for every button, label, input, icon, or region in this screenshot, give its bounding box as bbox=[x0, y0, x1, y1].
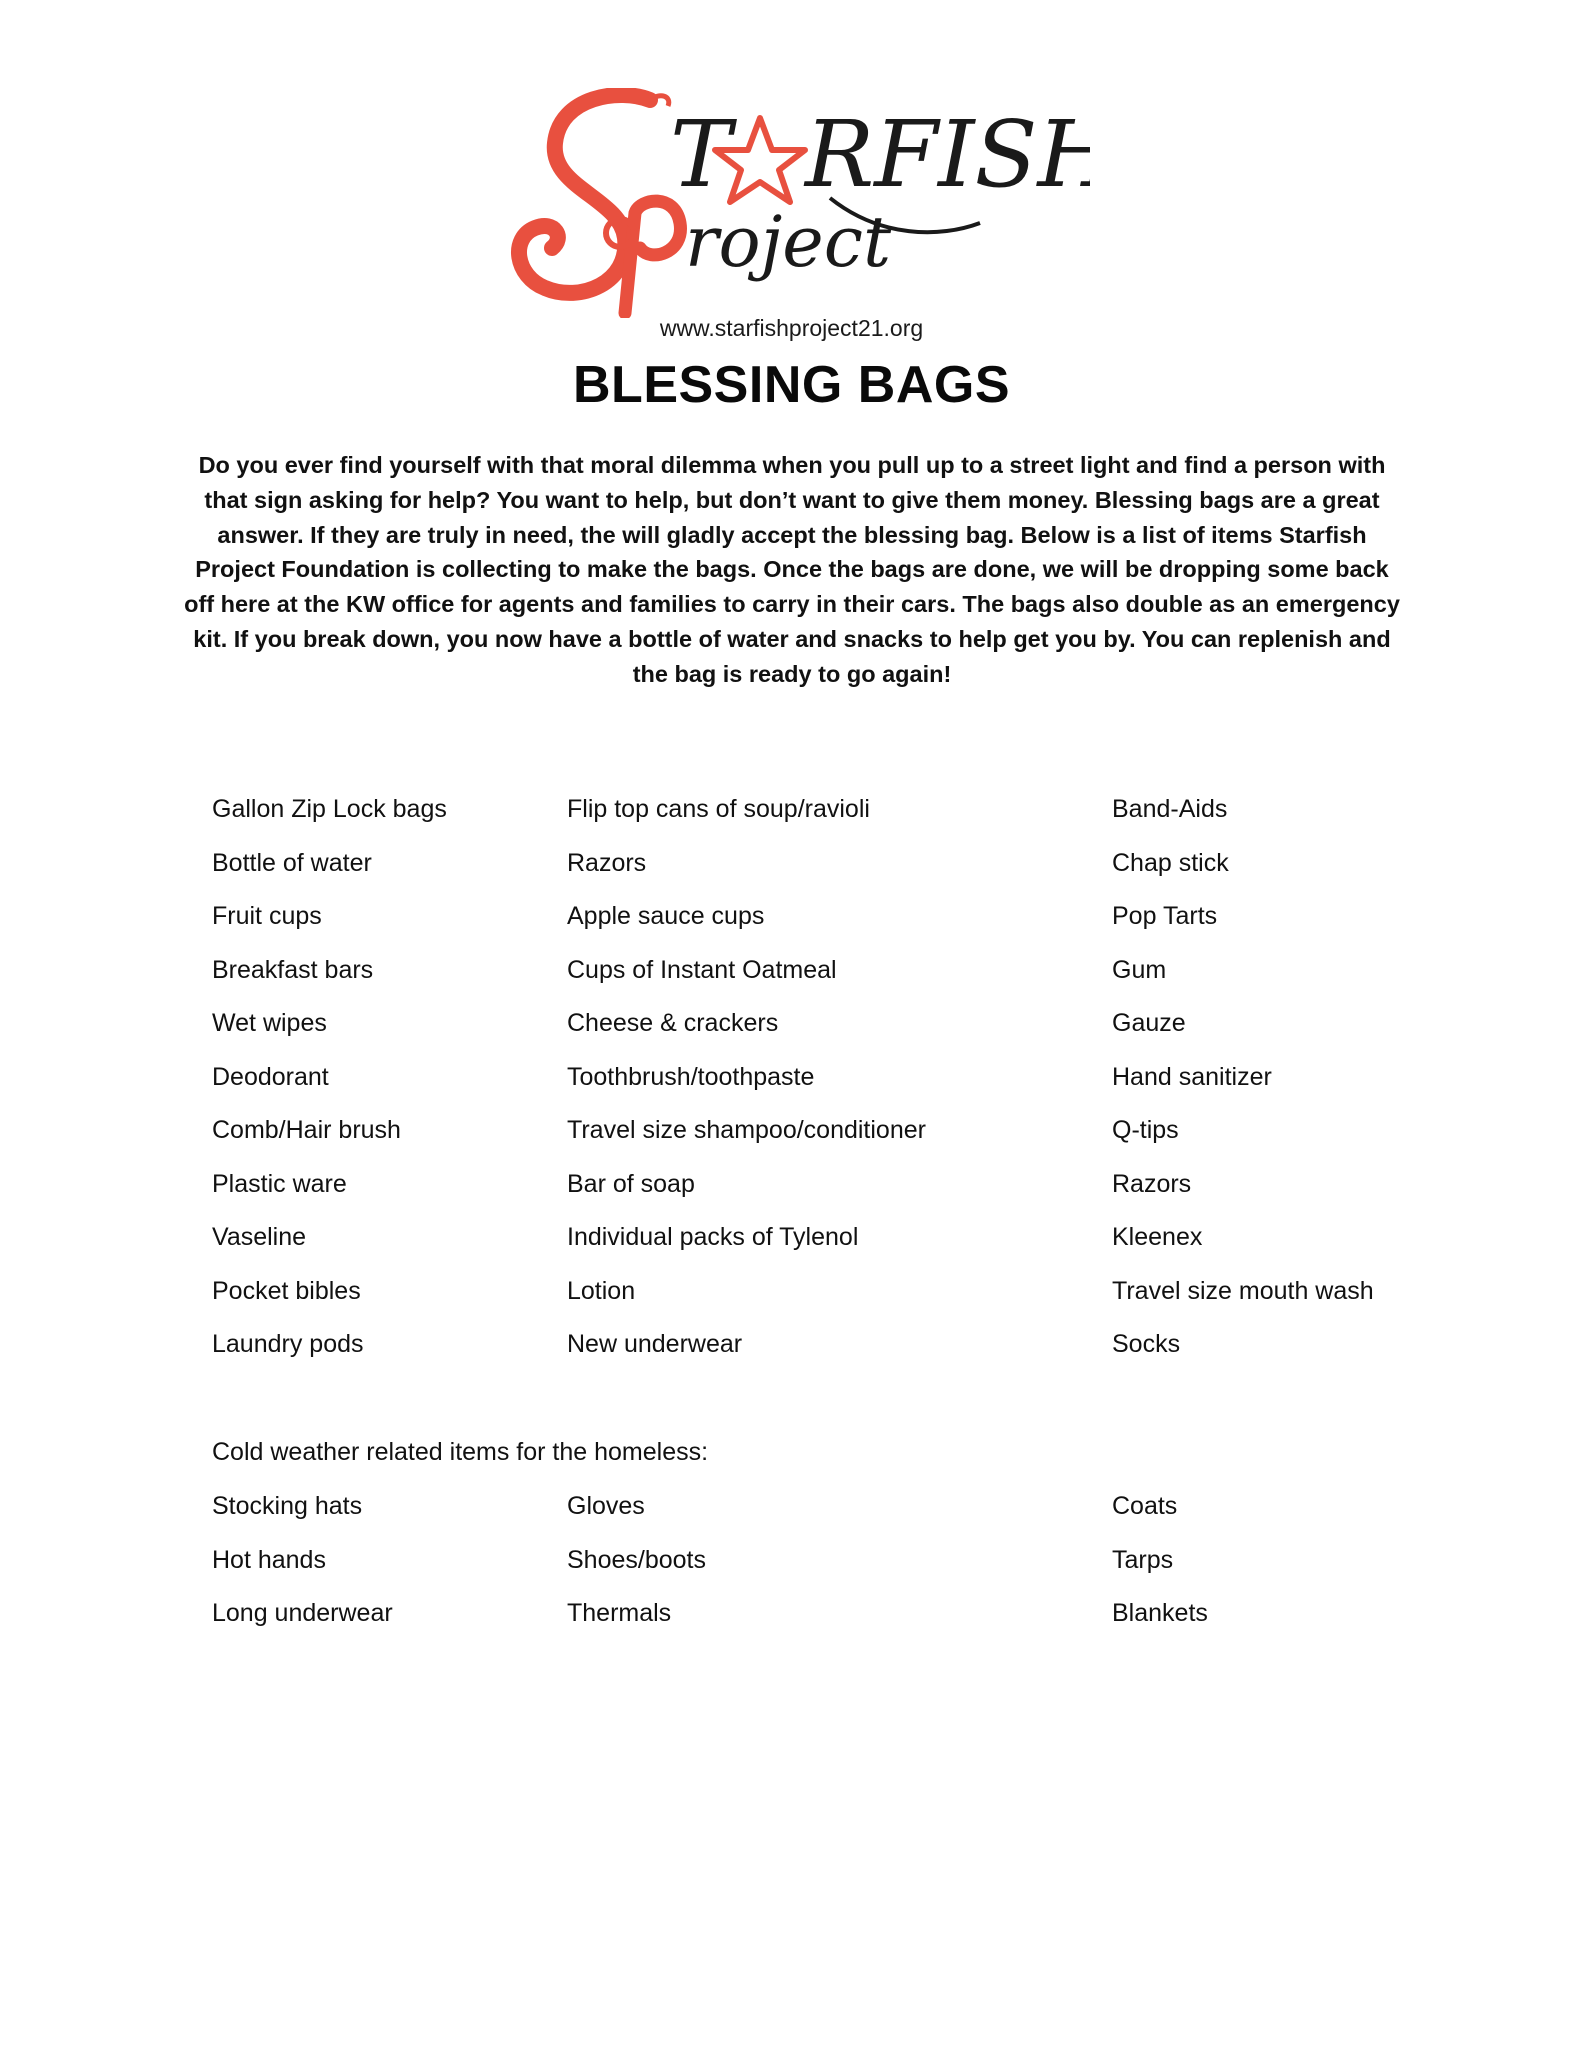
starfish-logo-icon bbox=[500, 88, 1090, 318]
list-item: Thermals bbox=[567, 1599, 672, 1627]
list-item: Laundry pods bbox=[212, 1330, 364, 1358]
list-item: Lotion bbox=[567, 1276, 636, 1305]
list-item: Socks bbox=[1112, 1330, 1181, 1358]
items-list bbox=[0, 795, 1583, 1384]
list-row bbox=[0, 1330, 1583, 1384]
list-row bbox=[0, 1223, 1583, 1277]
list-item: Deodorant bbox=[212, 1062, 329, 1091]
list-item: Coats bbox=[1112, 1492, 1178, 1520]
svg-text:roject: roject bbox=[685, 201, 892, 283]
list-item: Fruit cups bbox=[212, 902, 322, 930]
list-item: Razors bbox=[567, 848, 647, 877]
list-row bbox=[0, 1546, 1583, 1600]
list-item: Long underwear bbox=[212, 1599, 393, 1627]
list-item: Travel size mouth wash bbox=[1112, 1276, 1374, 1305]
list-item: Shoes/boots bbox=[567, 1545, 706, 1574]
list-item: Q-tips bbox=[1112, 1116, 1179, 1144]
list-row bbox=[0, 1116, 1583, 1170]
list-item: Plastic ware bbox=[212, 1169, 347, 1198]
starfish-project-logo bbox=[500, 88, 1090, 318]
list-row bbox=[0, 1170, 1583, 1224]
list-item: Breakfast bars bbox=[212, 955, 374, 984]
list-row bbox=[0, 1599, 1583, 1653]
list-item: Cups of Instant Oatmeal bbox=[567, 955, 837, 984]
list-item: Gauze bbox=[1112, 1009, 1186, 1037]
list-item: Toothbrush/toothpaste bbox=[567, 1062, 815, 1091]
svg-text:RFISH: RFISH bbox=[805, 101, 1090, 208]
cold-weather-list bbox=[0, 1492, 1583, 1653]
list-item: Flip top cans of soup/ravioli bbox=[567, 795, 870, 823]
list-item: Gum bbox=[1112, 955, 1167, 984]
list-item: Razors bbox=[1112, 1169, 1192, 1198]
list-item: Vaseline bbox=[212, 1223, 307, 1251]
list-item: Pop Tarts bbox=[1112, 902, 1218, 930]
list-item: Hot hands bbox=[212, 1545, 326, 1574]
list-row bbox=[0, 795, 1583, 849]
list-item: Stocking hats bbox=[212, 1492, 363, 1520]
cold-weather-heading: Cold weather related items for the homeless: bbox=[212, 1438, 709, 1466]
list-item: Apple sauce cups bbox=[567, 902, 765, 930]
list-item: Gloves bbox=[567, 1492, 645, 1520]
list-item: Band-Aids bbox=[1112, 795, 1228, 823]
website-url[interactable]: www.starfishproject21.org bbox=[659, 315, 924, 341]
list-item: Tarps bbox=[1112, 1545, 1174, 1574]
list-row bbox=[0, 1277, 1583, 1331]
list-row bbox=[0, 1009, 1583, 1063]
list-row bbox=[0, 1063, 1583, 1117]
list-item: Gallon Zip Lock bags bbox=[212, 795, 447, 823]
list-item: Blankets bbox=[1112, 1599, 1208, 1627]
list-item: Pocket bibles bbox=[212, 1276, 361, 1305]
list-item: Comb/Hair brush bbox=[212, 1116, 401, 1144]
list-row bbox=[0, 1492, 1583, 1546]
list-item: Kleenex bbox=[1112, 1223, 1203, 1251]
intro-paragraph: Do you ever find yourself with that moral dilemma when you pull up to a street light and find a person with that sign asking for help? You want to help, but don’t want to give them money. Blessing bags are a great answer. If they are truly in need, the will gladly accept the blessing bag. Below is a list of items Starfish Project Foundation is collecting to make the bags. Once the bags are done, we will be dropping some back off here at the KW office for agents and families to carry in their cars. The bags also double as an emergency kit. If you break down, you now have a bottle of water and snacks to help get you by. You can replenish and the bag is ready to go again! bbox=[184, 452, 1400, 687]
page-title: BLESSING BAGS bbox=[573, 356, 1010, 414]
list-row bbox=[0, 849, 1583, 903]
list-item: Cheese & crackers bbox=[567, 1009, 779, 1037]
list-item: New underwear bbox=[567, 1330, 743, 1358]
list-item: Chap stick bbox=[1112, 848, 1229, 877]
list-item: Travel size shampoo/conditioner bbox=[567, 1116, 926, 1144]
list-item: Wet wipes bbox=[212, 1009, 327, 1037]
list-row bbox=[0, 956, 1583, 1010]
list-item: Bar of soap bbox=[567, 1169, 695, 1198]
list-row bbox=[0, 902, 1583, 956]
svg-text:T: T bbox=[670, 101, 734, 208]
list-item: Individual packs of Tylenol bbox=[567, 1223, 859, 1251]
list-item: Hand sanitizer bbox=[1112, 1062, 1272, 1091]
list-item: Bottle of water bbox=[212, 848, 372, 877]
